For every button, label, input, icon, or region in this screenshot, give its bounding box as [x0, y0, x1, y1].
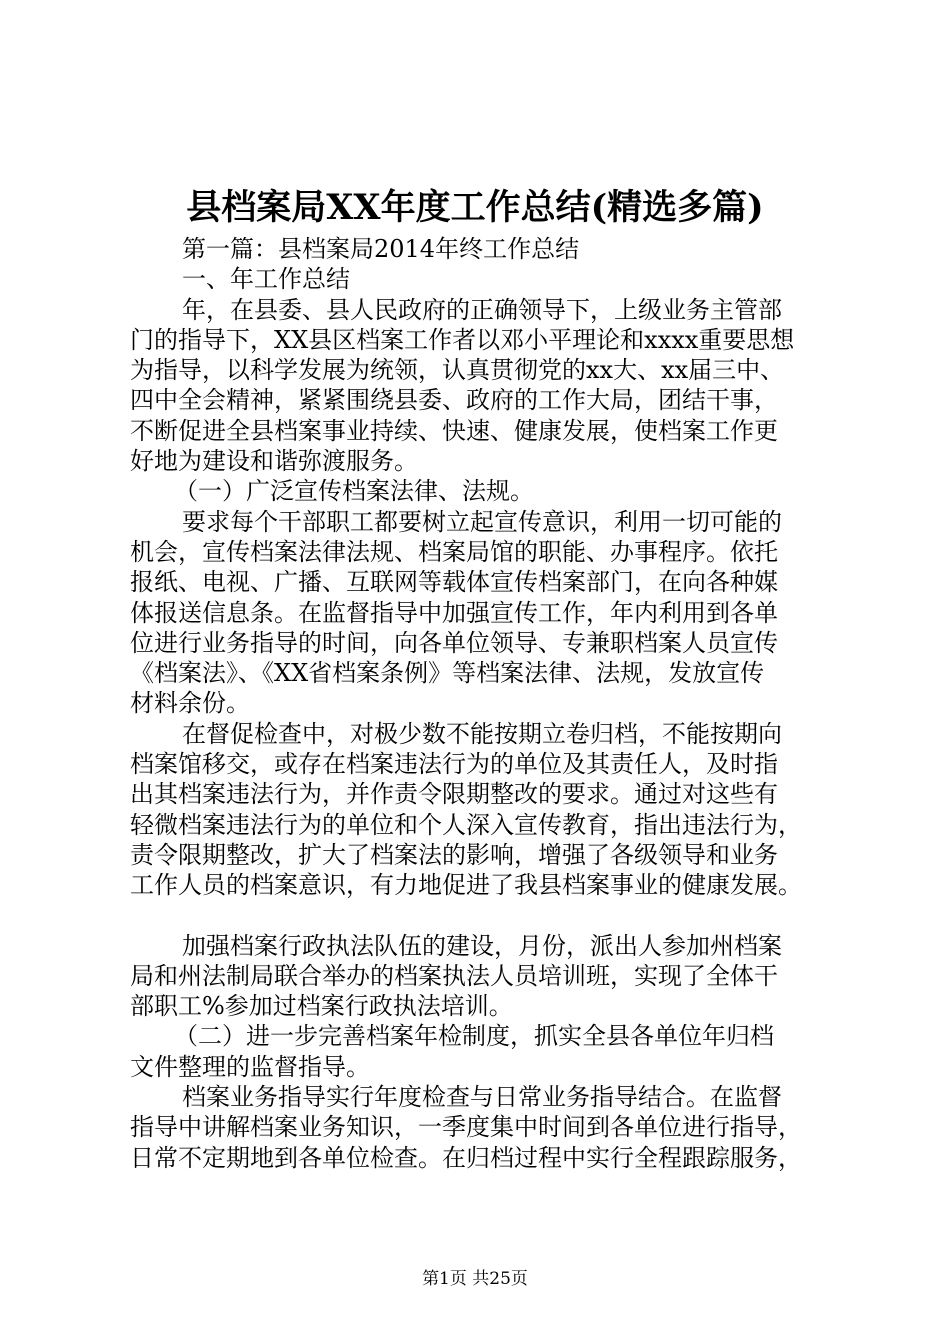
- page-footer: 第1页 共25页: [422, 1269, 528, 1289]
- paragraph-line: 四中全会精神，紧紧围绕县委、政府的工作大局，团结干事，: [130, 386, 778, 415]
- paragraph-line: 要求每个干部职工都要树立起宣传意识，利用一切可能的: [182, 507, 782, 536]
- paragraph-line: 体报送信息条。在监督指导中加强宣传工作，年内利用到各单: [130, 598, 778, 627]
- paragraph-line: 轻微档案违法行为的单位和个人深入宣传教育，指出违法行为，: [130, 810, 802, 839]
- paragraph-line: 不断促进全县档案事业持续、快速、健康发展，使档案工作更: [130, 416, 778, 445]
- paragraph-line: 档案业务指导实行年度检查与日常业务指导结合。在监督: [182, 1083, 782, 1112]
- paragraph-line: 为指导，以科学发展为统领，认真贯彻党的xx大、xx届三中、: [130, 356, 785, 385]
- document-body: [130, 234, 835, 1173]
- paragraph-line: 位进行业务指导的时间，向各单位领导、专兼职档案人员宣传: [130, 628, 778, 657]
- paragraph-line: 出其档案违法行为，并作责令限期整改的要求。通过对这些有: [130, 780, 778, 809]
- subsection-heading: （一）广泛宣传档案法律、法规。: [174, 477, 534, 506]
- paragraph-line: 在督促检查中，对极少数不能按期立卷归档，不能按期向: [182, 719, 782, 748]
- paragraph-line: 日常不定期地到各单位检查。在归档过程中实行全程跟踪服务，: [130, 1143, 802, 1172]
- paragraph-line: 加强档案行政执法队伍的建设，月份，派出人参加州档案: [182, 931, 782, 960]
- section-heading: 第一篇：县档案局2014年终工作总结: [182, 235, 580, 263]
- paragraph-line: 部职工%参加过档案行政执法培训。: [130, 992, 513, 1021]
- subsection-heading: （二）进一步完善档案年检制度，抓实全县各单位年归档: [174, 1022, 774, 1051]
- paragraph-line: 年，在县委、县人民政府的正确领导下，上级业务主管部: [182, 295, 782, 324]
- document-title: 县档案局XX年度工作总结(精选多篇): [186, 187, 764, 228]
- paragraph-line: 工作人员的档案意识，有力地促进了我县档案事业的健康发展。: [130, 871, 802, 900]
- blank-line: [130, 901, 835, 931]
- paragraph-line: 机会，宣传档案法律法规、档案局馆的职能、办事程序。依托: [130, 537, 778, 566]
- paragraph-line: 档案馆移交，或存在档案违法行为的单位及其责任人，及时指: [130, 750, 778, 779]
- paragraph-line: 《档案法》、《XX省档案条例》等档案法律、法规，发放宣传: [130, 659, 765, 688]
- paragraph-line: 指导中讲解档案业务知识，一季度集中时间到各单位进行指导，: [130, 1113, 802, 1142]
- paragraph-line: 材料余份。: [130, 689, 250, 718]
- paragraph-line: 文件整理的监督指导。: [130, 1052, 370, 1081]
- paragraph-line: 报纸、电视、广播、互联网等载体宣传档案部门，在向各种媒: [130, 568, 778, 597]
- paragraph-line: 责令限期整改，扩大了档案法的影响，增强了各级领导和业务: [130, 840, 778, 869]
- paragraph-line: 局和州法制局联合举办的档案执法人员培训班，实现了全体干: [130, 961, 778, 990]
- paragraph-line: 门的指导下，XX县区档案工作者以邓小平理论和xxxx重要思想: [130, 325, 795, 354]
- paragraph-line: 好地为建设和谐弥渡服务。: [130, 447, 418, 476]
- subsection-heading: 一、年工作总结: [182, 265, 350, 294]
